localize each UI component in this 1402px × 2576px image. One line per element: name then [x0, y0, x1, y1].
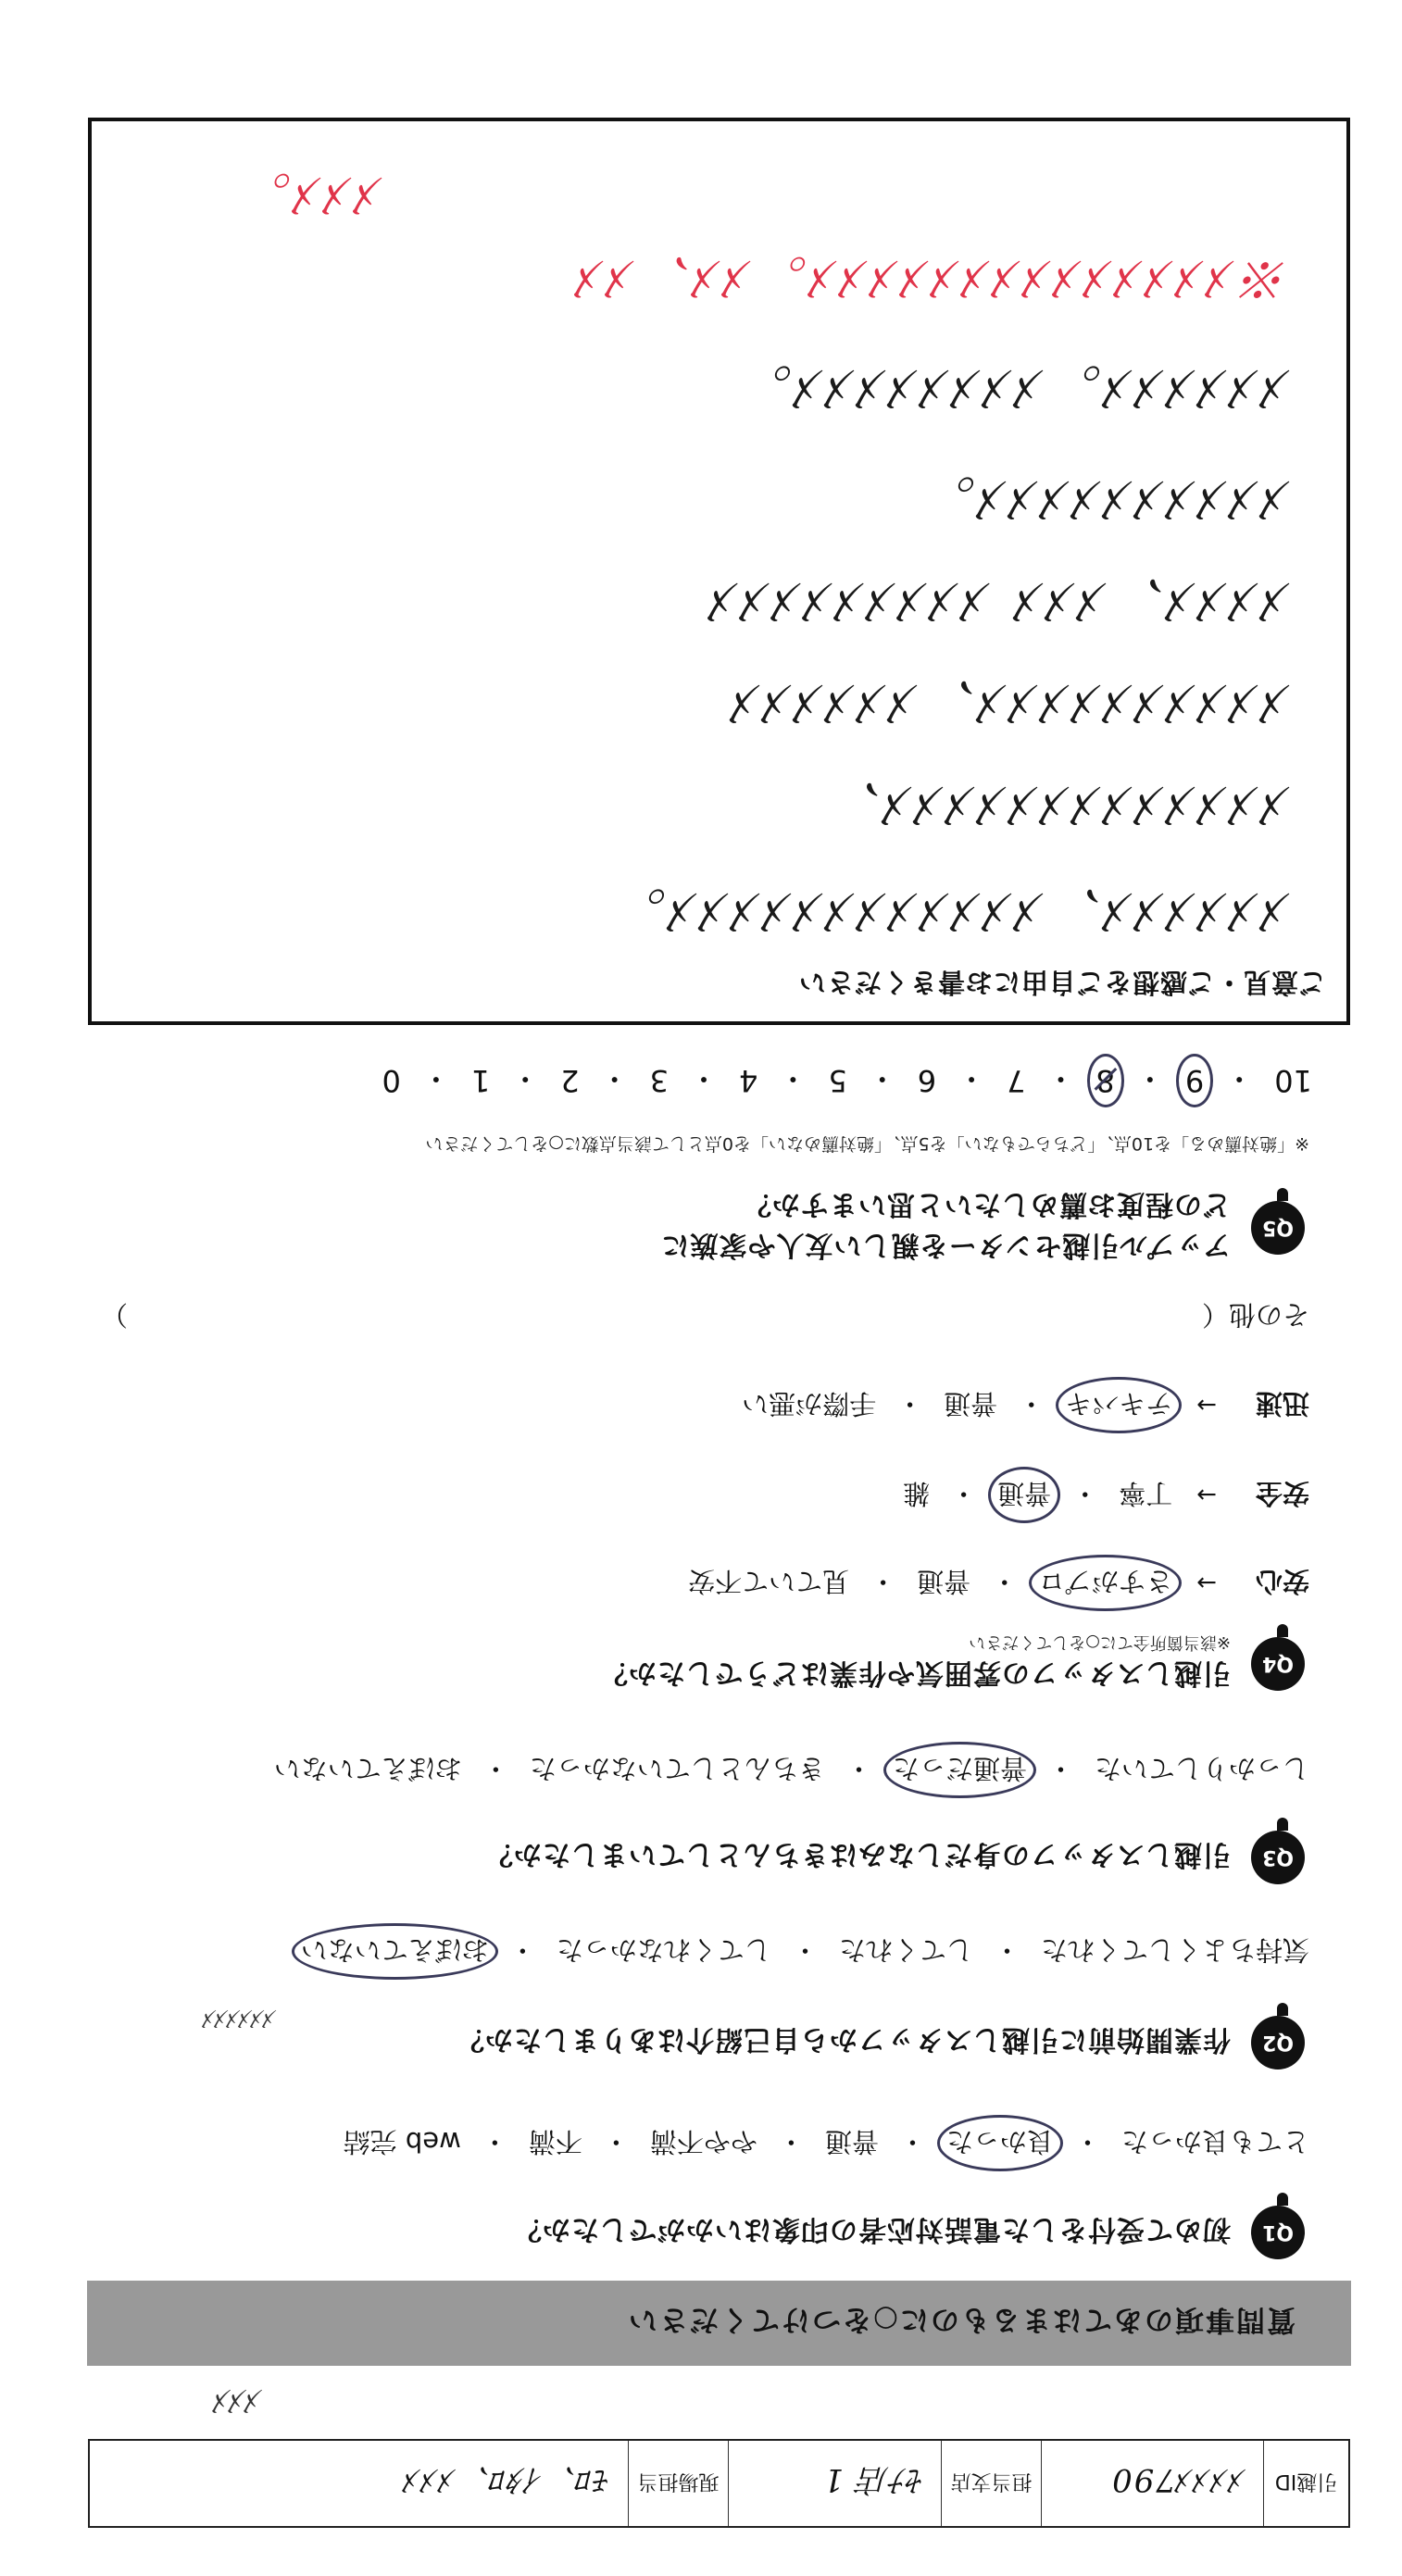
q5-score[interactable]: 0 — [382, 1063, 401, 1098]
handwritten-comment-line: ﾒﾒﾒﾒﾒﾒ、ﾒﾒﾒﾒﾒﾒﾒﾒﾒﾒﾒﾒ。 — [609, 881, 1291, 941]
q5-score[interactable]: 7 — [1007, 1063, 1026, 1098]
q5-note: ※「絶対薦める」を10点、「どちらでもない」を5点、「絶対薦めない」を0点として該当点数に○をしてください — [425, 1133, 1309, 1154]
team-label: 現場担当 — [628, 2441, 728, 2526]
q3-option[interactable]: きちんとしていなかった — [529, 1753, 825, 1784]
q5-score[interactable]: 10 — [1274, 1063, 1312, 1098]
q4-category: 安心 — [1255, 1566, 1309, 1597]
q2-option[interactable]: してくれた — [838, 1934, 973, 1966]
q5-question-line2: どの程度お薦めしたいと思いますか？ — [743, 1188, 1231, 1220]
q1-option[interactable]: やや不満 — [649, 2126, 757, 2157]
q4-badge: Q4 — [1251, 1637, 1305, 1691]
q4-question: 引越しスタッフの雰囲気や作業はどうでしたか？ — [599, 1657, 1231, 1689]
id-label: 引越ID — [1263, 2441, 1348, 2526]
q4-row-anzen: 安全 → 丁寧 ・ 普通 ・ 雑 — [903, 1476, 1309, 1514]
q4-option[interactable]: 手際が悪い — [742, 1388, 877, 1419]
q4-category: 安全 — [1255, 1478, 1309, 1509]
survey-sheet — [87, 37, 1351, 2537]
handwritten-comment-red-line: ﾒﾒﾒ。 — [236, 166, 383, 224]
q4-header — [599, 1632, 1305, 1696]
q5-score[interactable]: 6 — [917, 1063, 937, 1098]
instruction-banner — [87, 2281, 1351, 2366]
q4-option[interactable]: 普通 — [917, 1566, 971, 1597]
q5-badge: Q5 — [1251, 1201, 1305, 1255]
q1-badge: Q1 — [1251, 2206, 1305, 2259]
q1-option[interactable]: web 完結 — [343, 2126, 461, 2157]
q5-score-struck[interactable]: 8 — [1095, 1063, 1115, 1098]
comment-box-title: ご意見・ご感想をご自由にお書きください — [797, 967, 1326, 998]
q2-badge: Q2 — [1251, 2016, 1305, 2070]
q5-header — [661, 1187, 1306, 1269]
branch-value: ｾﾅ店 1 — [728, 2441, 941, 2526]
handwritten-comment-line: ﾒﾒﾒﾒﾒﾒ。ﾒﾒﾒﾒﾒﾒﾒﾒ。 — [735, 357, 1291, 418]
comment-box[interactable] — [88, 118, 1350, 1025]
q4-option-selected[interactable]: さすがプロ — [1038, 1564, 1172, 1602]
q5-score[interactable]: 2 — [560, 1063, 580, 1098]
handwritten-comment-line: ﾒﾒﾒﾒﾒﾒﾒﾒﾒﾒ。 — [919, 469, 1291, 529]
q2-question: 作業開始前に引越しスタッフから自己紹介はありましたか？ — [456, 2023, 1231, 2056]
banner-text: 質問事項のあてはまるものに○をつけてください — [626, 2303, 1296, 2337]
q3-badge: Q3 — [1251, 1831, 1305, 1884]
q1-option[interactable]: 普通 — [824, 2126, 879, 2157]
q5-score[interactable]: 5 — [828, 1063, 847, 1098]
handwritten-comment-red-line: ※ﾒﾒﾒﾒﾒﾒﾒﾒﾒﾒﾒﾒﾒﾒ。ﾒﾒ、ﾒﾒ — [574, 249, 1291, 307]
q1-question: 初めて受付をした電話対応者の印象はいかがでしたか？ — [513, 2213, 1231, 2245]
handwritten-comment-line: ﾒﾒﾒﾒﾒﾒﾒﾒﾒﾒ、ﾒﾒﾒﾒﾒﾒ — [730, 672, 1291, 732]
q5-question-line1: アップル引越センターを親しい友人や家族に — [660, 1229, 1231, 1261]
handwritten-comment-line: ﾒﾒﾒﾒﾒﾒﾒﾒﾒﾒﾒﾒﾒ、 — [824, 774, 1291, 834]
handwritten-stamp: ﾒﾒﾒ — [216, 2382, 263, 2419]
q5-score[interactable]: 1 — [470, 1063, 491, 1098]
handwritten-comment-line: ﾒﾒﾒﾒ、ﾒﾒﾒ ﾒﾒﾒﾒﾒﾒﾒﾒﾒ — [707, 570, 1291, 631]
q3-header — [484, 1831, 1305, 1884]
q3-options: しっかりしていた ・ 普通だった ・ きちんとしていなかった ・ おぼえていない — [274, 1751, 1309, 1789]
q4-option-selected[interactable]: テキパキ — [1065, 1386, 1172, 1424]
q4-note: ※該当箇所全てに○をしてください — [969, 1632, 1231, 1652]
header-table — [88, 2439, 1350, 2528]
q4-category: 迅速 — [1255, 1388, 1309, 1419]
q4-option[interactable]: 雑 — [903, 1478, 931, 1509]
q5-scale: 10 ・ 9 ・ 8 ・ 7 ・ 6 ・ 5 ・ 4 ・ 3 ・ 2 ・ 1 ・ 0 — [382, 1061, 1312, 1098]
q4-row-jinsoku: 迅速 → テキパキ ・ 普通 ・ 手際が悪い — [742, 1386, 1309, 1424]
team-value: ﾓﾛ、ｲﾀﾛ、ﾒﾒﾒ — [404, 2461, 611, 2499]
q3-question: 引越しスタッフの身だしなみはきちんとしていましたか？ — [484, 1838, 1231, 1870]
q2-option[interactable]: 気持ちよくしてくれた — [1040, 1934, 1309, 1966]
q4-row-anshin: 安心 → さすがプロ ・ 普通 ・ 見ていて不安 — [688, 1564, 1309, 1602]
q2-handwritten-note: ﾒﾒﾒﾒﾒﾒ — [204, 2004, 277, 2032]
branch-label: 担当支店 — [941, 2441, 1041, 2526]
q2-option-selected[interactable]: おぼえていない — [301, 1932, 489, 1970]
id-value: ﾒﾒﾒﾒ790 — [1041, 2441, 1263, 2526]
q5-score[interactable]: 3 — [649, 1063, 670, 1098]
q3-option[interactable]: しっかりしていた — [1094, 1753, 1309, 1784]
q1-options: とても良かった ・ 良かった ・ 普通 ・ やや不満 ・ 不満 ・ web 完結 — [344, 2124, 1309, 2162]
q4-option[interactable]: 見ていて不安 — [688, 1566, 850, 1597]
q5-score-selected[interactable]: 9 — [1184, 1063, 1205, 1098]
q3-option-selected[interactable]: 普通だった — [893, 1751, 1027, 1789]
q4-other — [101, 1297, 1309, 1335]
q4-other-field[interactable]: その他（ ） — [100, 1299, 1309, 1331]
q1-option[interactable]: 不満 — [528, 2126, 582, 2157]
q1-option[interactable]: とても良かった — [1120, 2126, 1309, 2157]
q4-option[interactable]: 普通 — [944, 1388, 998, 1419]
q5-score[interactable]: 4 — [739, 1063, 758, 1098]
q2-option[interactable]: してくれなかった — [556, 1934, 771, 1966]
q2-options: 気持ちよくしてくれた ・ してくれた ・ してくれなかった ・ おぼえていない — [301, 1932, 1309, 1970]
q3-option[interactable]: おぼえていない — [273, 1753, 462, 1784]
q2-header — [456, 2016, 1305, 2070]
q1-header — [513, 2206, 1305, 2259]
q4-option-selected[interactable]: 普通 — [997, 1476, 1051, 1514]
q1-option-selected[interactable]: 良かった — [946, 2124, 1054, 2162]
q4-option[interactable]: 丁寧 — [1119, 1478, 1173, 1509]
